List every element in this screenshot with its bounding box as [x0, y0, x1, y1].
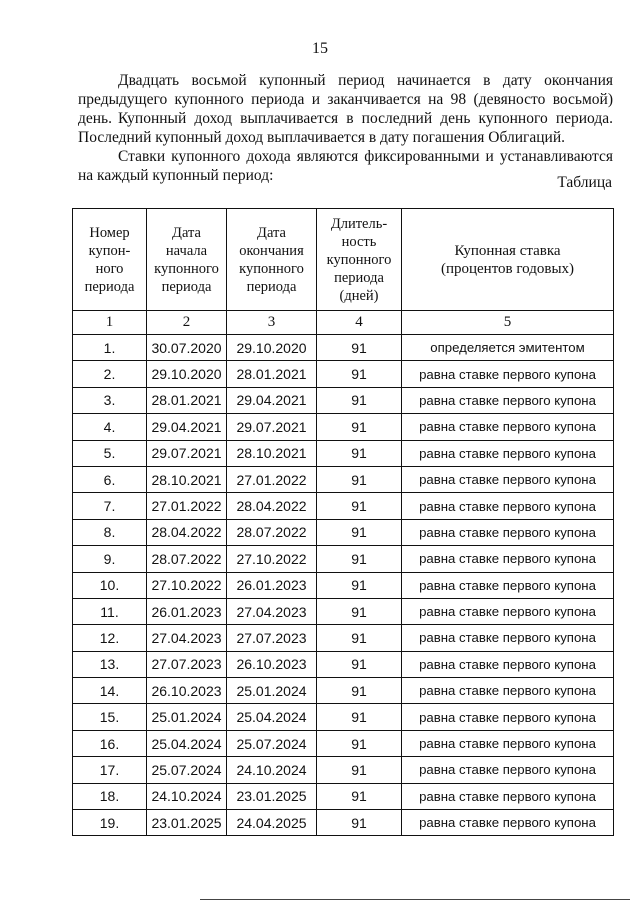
duration-cell: 91: [317, 546, 402, 572]
start-date-cell: 28.01.2021: [147, 387, 227, 413]
duration-cell: 91: [317, 519, 402, 545]
paragraph-fixed-rates: Ставки купонного дохода являются фиксированными и устанавливаются на каждый купонный период:: [78, 148, 613, 184]
start-date-cell: 28.04.2022: [147, 519, 227, 545]
start-date-cell: 25.04.2024: [147, 730, 227, 756]
period-number-cell: 7.: [73, 493, 147, 519]
table-row: [73, 598, 614, 624]
table-body: [73, 335, 614, 836]
table-row: [73, 783, 614, 809]
table-row: [73, 546, 614, 572]
end-date-cell: 29.10.2020: [227, 335, 317, 361]
table-row: [73, 651, 614, 677]
period-number-cell: 9.: [73, 546, 147, 572]
end-date-cell: 24.10.2024: [227, 757, 317, 783]
coupon-rate-cell: равна ставке первого купона: [402, 810, 614, 836]
end-date-cell: 23.01.2025: [227, 783, 317, 809]
duration-cell: 91: [317, 757, 402, 783]
duration-cell: 91: [317, 783, 402, 809]
paragraph-payment-date: Купонный доход выплачивается в последний день купонного периода. Последний купонный доход выплачивается в дату погашения Облигаций.: [78, 110, 613, 146]
duration-cell: 91: [317, 414, 402, 440]
duration-cell: 91: [317, 387, 402, 413]
period-number-cell: 1.: [73, 335, 147, 361]
duration-cell: 91: [317, 440, 402, 466]
table-row: [73, 757, 614, 783]
duration-cell: 91: [317, 625, 402, 651]
period-number-cell: 17.: [73, 757, 147, 783]
coupon-rate-cell: равна ставке первого купона: [402, 493, 614, 519]
end-date-cell: 25.01.2024: [227, 678, 317, 704]
end-date-cell: 27.07.2023: [227, 625, 317, 651]
duration-cell: 91: [317, 598, 402, 624]
start-date-cell: 26.10.2023: [147, 678, 227, 704]
coupon-rate-cell: равна ставке первого купона: [402, 466, 614, 492]
coupon-rate-cell: равна ставке первого купона: [402, 572, 614, 598]
end-date-cell: 25.07.2024: [227, 730, 317, 756]
table-row: [73, 519, 614, 545]
table-row: [73, 440, 614, 466]
period-number-cell: 4.: [73, 414, 147, 440]
period-number-cell: 13.: [73, 651, 147, 677]
table-row: [73, 572, 614, 598]
table-row: [73, 810, 614, 836]
start-date-cell: 29.07.2021: [147, 440, 227, 466]
period-number-cell: 18.: [73, 783, 147, 809]
coupon-rate-cell: равна ставке первого купона: [402, 678, 614, 704]
period-number-cell: 15.: [73, 704, 147, 730]
period-number-cell: 6.: [73, 466, 147, 492]
end-date-cell: 29.04.2021: [227, 387, 317, 413]
table-row: [73, 678, 614, 704]
header-duration: Длитель- ность купонного периода (дней): [317, 209, 402, 311]
coupon-schedule-table: [72, 208, 614, 836]
table-row: [73, 387, 614, 413]
duration-cell: 91: [317, 335, 402, 361]
end-date-cell: 28.04.2022: [227, 493, 317, 519]
start-date-cell: 24.10.2024: [147, 783, 227, 809]
paragraph-last-period: Двадцать восьмой купонный период начинается в дату окончания предыдущего купонного периода и заканчивается на 98 (девяносто восьмой) день.: [78, 72, 613, 127]
duration-cell: 91: [317, 730, 402, 756]
period-number-cell: 5.: [73, 440, 147, 466]
period-number-cell: 2.: [73, 361, 147, 387]
coupon-rate-cell: равна ставке первого купона: [402, 414, 614, 440]
column-number-row: [73, 311, 614, 335]
end-date-cell: 26.01.2023: [227, 572, 317, 598]
column-number: 2: [147, 311, 227, 335]
period-number-cell: 12.: [73, 625, 147, 651]
duration-cell: 91: [317, 651, 402, 677]
coupon-rate-cell: равна ставке первого купона: [402, 730, 614, 756]
start-date-cell: 28.07.2022: [147, 546, 227, 572]
end-date-cell: 24.04.2025: [227, 810, 317, 836]
period-number-cell: 19.: [73, 810, 147, 836]
end-date-cell: 27.04.2023: [227, 598, 317, 624]
period-number-cell: 10.: [73, 572, 147, 598]
end-date-cell: 25.04.2024: [227, 704, 317, 730]
duration-cell: 91: [317, 466, 402, 492]
start-date-cell: 23.01.2025: [147, 810, 227, 836]
column-number: 3: [227, 311, 317, 335]
start-date-cell: 27.10.2022: [147, 572, 227, 598]
period-number-cell: 11.: [73, 598, 147, 624]
coupon-rate-cell: равна ставке первого купона: [402, 546, 614, 572]
coupon-rate-cell: равна ставке первого купона: [402, 757, 614, 783]
end-date-cell: 28.01.2021: [227, 361, 317, 387]
table-row: [73, 493, 614, 519]
start-date-cell: 27.04.2023: [147, 625, 227, 651]
coupon-rate-cell: равна ставке первого купона: [402, 519, 614, 545]
start-date-cell: 25.01.2024: [147, 704, 227, 730]
coupon-rate-cell: равна ставке первого купона: [402, 440, 614, 466]
coupon-rate-cell: равна ставке первого купона: [402, 598, 614, 624]
page-number: 15: [312, 40, 328, 57]
start-date-cell: 30.07.2020: [147, 335, 227, 361]
period-number-cell: 8.: [73, 519, 147, 545]
table-row: [73, 361, 614, 387]
end-date-cell: 29.07.2021: [227, 414, 317, 440]
coupon-rate-cell: равна ставке первого купона: [402, 704, 614, 730]
end-date-cell: 27.10.2022: [227, 546, 317, 572]
table-header-row: [73, 209, 614, 311]
column-number: 5: [402, 311, 614, 335]
header-end-date: Дата окончания купонного периода: [227, 209, 317, 311]
start-date-cell: 25.07.2024: [147, 757, 227, 783]
table-caption: Таблица: [557, 174, 612, 191]
start-date-cell: 27.07.2023: [147, 651, 227, 677]
period-number-cell: 14.: [73, 678, 147, 704]
duration-cell: 91: [317, 810, 402, 836]
start-date-cell: 29.04.2021: [147, 414, 227, 440]
bottom-rule: [200, 899, 630, 900]
start-date-cell: 29.10.2020: [147, 361, 227, 387]
column-number: 4: [317, 311, 402, 335]
period-number-cell: 16.: [73, 730, 147, 756]
duration-cell: 91: [317, 493, 402, 519]
end-date-cell: 27.01.2022: [227, 466, 317, 492]
table-row: [73, 414, 614, 440]
header-coupon-rate: Купонная ставка (процентов годовых): [402, 209, 614, 311]
coupon-rate-cell: равна ставке первого купона: [402, 783, 614, 809]
column-number: 1: [73, 311, 147, 335]
start-date-cell: 27.01.2022: [147, 493, 227, 519]
table-row: [73, 335, 614, 361]
period-number-cell: 3.: [73, 387, 147, 413]
duration-cell: 91: [317, 704, 402, 730]
table-row: [73, 730, 614, 756]
end-date-cell: 26.10.2023: [227, 651, 317, 677]
end-date-cell: 28.07.2022: [227, 519, 317, 545]
coupon-rate-cell: равна ставке первого купона: [402, 625, 614, 651]
table-row: [73, 625, 614, 651]
header-start-date: Дата начала купонного периода: [147, 209, 227, 311]
coupon-rate-cell: определяется эмитентом: [402, 335, 614, 361]
table-row: [73, 704, 614, 730]
end-date-cell: 28.10.2021: [227, 440, 317, 466]
duration-cell: 91: [317, 678, 402, 704]
header-period-number: Номер купон- ного периода: [73, 209, 147, 311]
coupon-rate-cell: равна ставке первого купона: [402, 387, 614, 413]
start-date-cell: 28.10.2021: [147, 466, 227, 492]
table-row: [73, 466, 614, 492]
duration-cell: 91: [317, 361, 402, 387]
duration-cell: 91: [317, 572, 402, 598]
coupon-rate-cell: равна ставке первого купона: [402, 361, 614, 387]
start-date-cell: 26.01.2023: [147, 598, 227, 624]
coupon-rate-cell: равна ставке первого купона: [402, 651, 614, 677]
